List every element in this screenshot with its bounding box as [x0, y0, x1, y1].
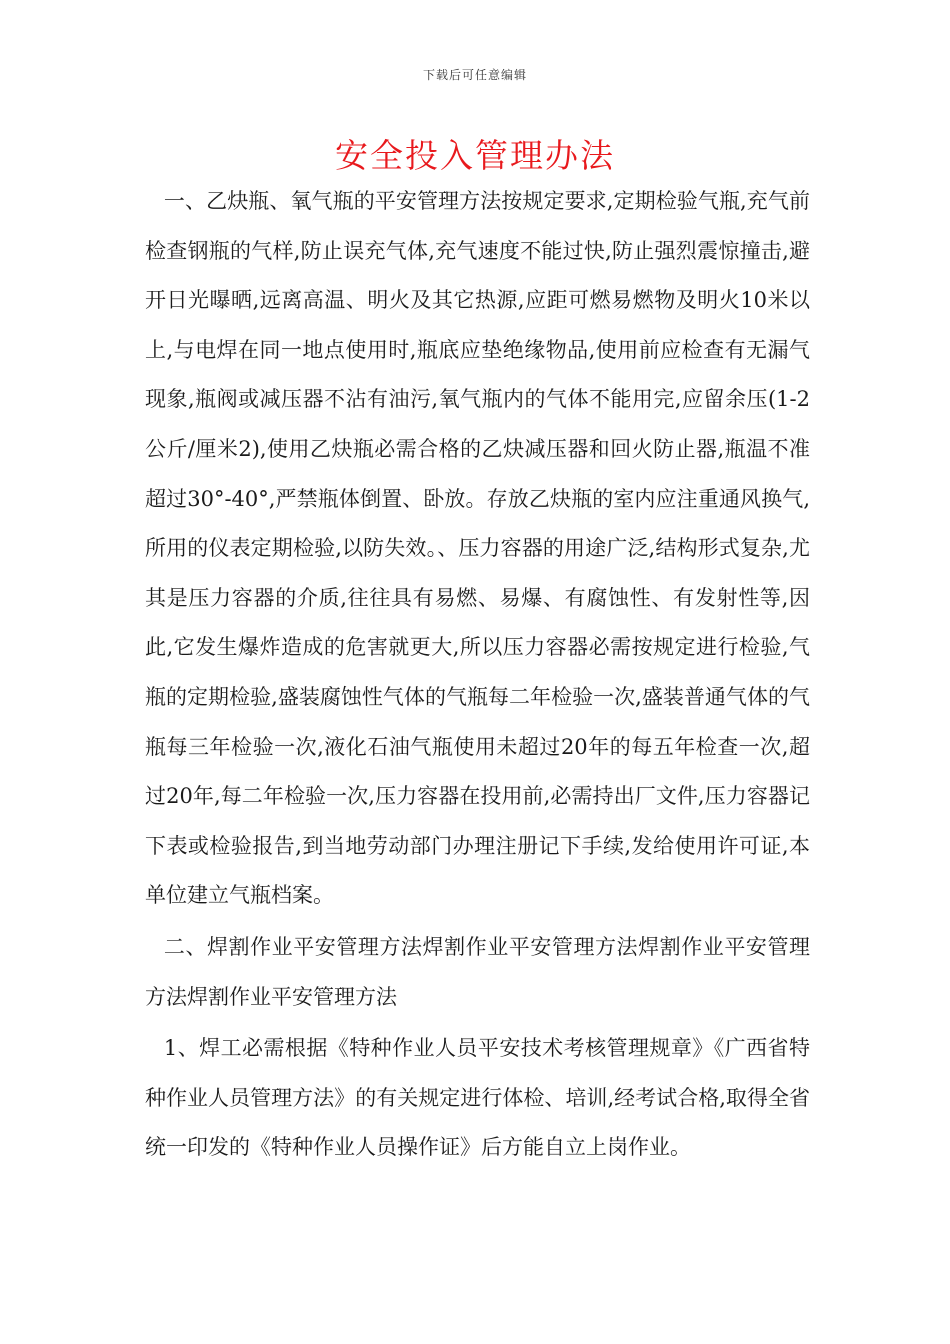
paragraph-1: 一、乙炔瓶、氧气瓶的平安管理方法按规定要求,定期检验气瓶,充气前检查钢瓶的气样,防止误充气体,充气速度不能过快,防止强烈震惊撞击,避开日光曝晒,远离高温、明火及其它热源,应距可燃易燃物及明火10米以上,与电焊在同一地点使用时,瓶底应垫绝缘物品,使用前应检查有无漏气现象,瓶阀或减压器不沾有油污,氧气瓶内的气体不能用完,应留余压(1-2公斤/厘米2),使用乙炔瓶必需合格的乙炔减压器和回火防止器,瓶温不准超过30°-40°,严禁瓶体倒置、卧放。存放乙炔瓶的室内应注重通风换气,所用的仪表定期检验,以防失效。、压力容器的用途广泛,结构形式复杂,尤其是压力容器的介质,往往具有易燃、易爆、有腐蚀性、有发射性等,因此,它发生爆炸造成的危害就更大,所以压力容器必需按规定进行检验,气瓶的定期检验,盛装腐蚀性气体的气瓶每二年检验一次,盛装普通气体的气瓶每三年检验一次,液化石油气瓶使用未超过20年的每五年检查一次,超过20年,每二年检验一次,压力容器在投用前,必需持出厂文件,压力容器记下表或检验报告,到当地劳动部门办理注册记下手续,发给使用许可证,本单位建立气瓶档案。: [145, 189, 810, 908]
paragraph-2: 二、焊割作业平安管理方法焊割作业平安管理方法焊割作业平安管理方法焊割作业平安管理方法: [145, 934, 810, 1009]
header-note: 下载后可任意编辑: [422, 68, 527, 82]
document-title: 安全投入管理办法: [335, 136, 615, 175]
paragraph-3: 1、焊工必需根据《特种作业人员平安技术考核管理规章》《广西省特种作业人员管理方法》的有关规定进行体检、培训,经考试合格,取得全省统一印发的《特种作业人员操作证》后方能自立上岗作业。: [145, 1036, 810, 1160]
document-body: [145, 177, 810, 1173]
